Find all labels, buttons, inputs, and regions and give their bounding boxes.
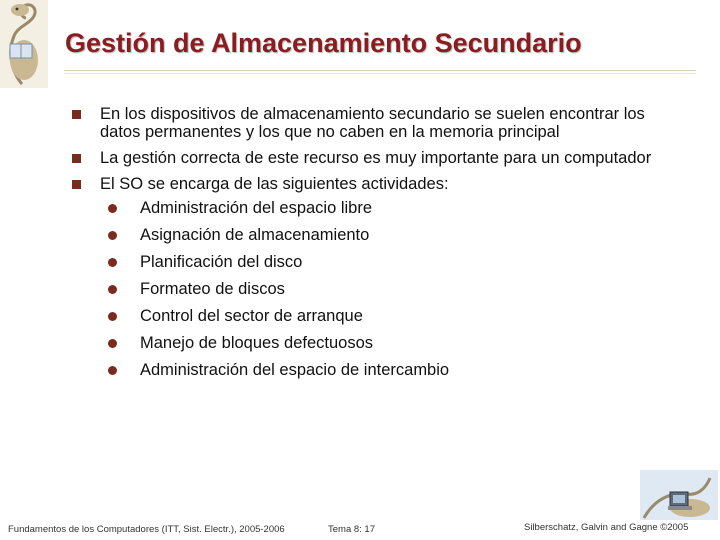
title-divider	[64, 70, 696, 71]
bullet-text: En los dispositivos de almacenamiento secundario se suelen encontrar los datos permanentes y los que no caben en la memoria principal	[100, 105, 645, 141]
round-bullet-icon	[108, 258, 117, 267]
round-bullet-icon	[108, 366, 117, 375]
activity-text: Control del sector de arranque	[140, 307, 363, 325]
dinosaur-computer-icon	[640, 470, 718, 520]
activity-text: Manejo de bloques defectuosos	[140, 334, 373, 352]
activity-item	[108, 307, 662, 325]
square-bullet-icon	[72, 180, 81, 189]
round-bullet-icon	[108, 339, 117, 348]
square-bullet-icon	[72, 110, 81, 119]
footer-course: Fundamentos de los Computadores (ITT, Sist. Electr.), 2005-2006	[8, 524, 285, 535]
footer-copyright: Silberschatz, Galvin and Gagne ©2005	[524, 522, 689, 533]
activity-item	[108, 226, 662, 244]
round-bullet-icon	[108, 312, 117, 321]
bullet-text: La gestión correcta de este recurso es muy importante para un computador	[100, 149, 652, 167]
activity-text: Administración del espacio libre	[140, 199, 373, 217]
activity-text: Asignación de almacenamiento	[140, 226, 370, 244]
bullet-item	[72, 149, 662, 167]
bullet-item	[72, 175, 662, 379]
round-bullet-icon	[108, 285, 117, 294]
square-bullet-icon	[72, 154, 81, 163]
activity-item	[108, 280, 662, 298]
page-title: Gestión de Almacenamiento Secundario	[65, 28, 582, 58]
activity-item	[108, 334, 662, 352]
footer-topic: Tema 8: 17	[328, 524, 375, 535]
activity-text: Administración del espacio de intercambio	[140, 361, 450, 379]
activity-text: Formateo de discos	[140, 280, 285, 298]
activity-text: Planificación del disco	[140, 253, 303, 271]
round-bullet-icon	[108, 204, 117, 213]
dinosaur-reading-icon	[0, 0, 48, 88]
round-bullet-icon	[108, 231, 117, 240]
activity-item	[108, 361, 662, 379]
bullet-list	[72, 105, 662, 388]
activity-item	[108, 253, 662, 271]
title-divider-shadow	[64, 73, 696, 74]
bullet-text: El SO se encarga de las siguientes actividades:	[100, 175, 449, 193]
activity-list	[100, 199, 662, 379]
bullet-item	[72, 105, 662, 141]
activity-item	[108, 199, 662, 217]
